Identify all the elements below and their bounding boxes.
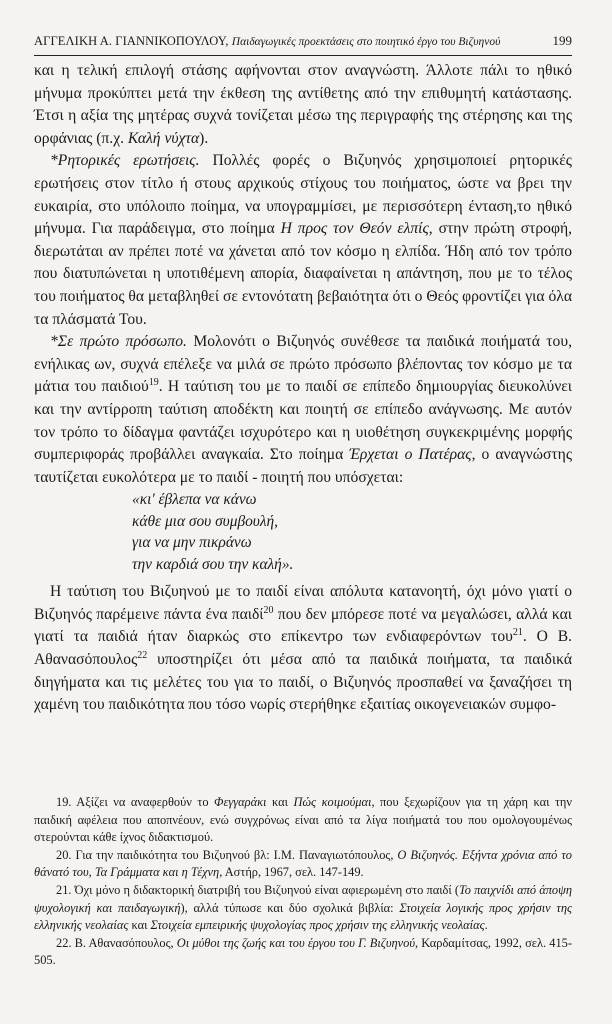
footnote-22-text-b: , Καρδαμίτσας, 1992, σελ. 415-505.	[34, 935, 572, 968]
paragraph-4-text-c: . Ο Β. Αθανασόπουλος	[34, 628, 572, 669]
footnote-21-text-c: και	[128, 918, 151, 933]
footnote-20-text-a: 20. Για την παιδικότητα του Βιζυηνού βλ: Ι.Μ. Παναγιωτόπουλος,	[56, 847, 398, 862]
main-text	[34, 60, 572, 717]
page-number: 199	[552, 33, 572, 48]
paragraph-4-text-d: υποστηρίζει ότι μέσα από τα παιδικά ποιήματα, τα παιδικά διηγήματα και τις μελέτες του για το παιδί, ο Βιζυηνός προσπαθεί να ξαναζήσει τη χαμένη του παιδικότητα που τόσο νωρίς στερήθηκε εξαιτίας οικογενειακών συμφο-	[34, 651, 572, 714]
footnote-21-title-3: Στοιχεία εμπειρικής ψυχολογίας προς χρήσιν της ελληνικής νεολαίας	[150, 918, 485, 933]
running-header	[34, 30, 572, 52]
section-lead-first-person: *Σε πρώτο πρόσωπο.	[50, 333, 187, 351]
footnote-22	[34, 935, 572, 970]
paragraph-2-text-b: , στην πρώτη στροφή, διερωτάται αν πρέπει ποτέ να χάνεται από τον κόσμο η ελπίδα. Ήδη από τον τρόπο που διατυπώνεται η υποτιθέμενη απορία, διαφαίνεται η απάντηση, που με το τέλος του ποιήματος θα μεταβληθεί σε εντονότατη βεβαιότητα ότι ο Θεός φροντίζει για όλα τα πλάσματά Του.	[34, 220, 572, 328]
footnote-ref-20[interactable]: 20	[263, 604, 274, 616]
paragraph-3-text-a: Μολονότι ο Βιζυηνός συνέθεσε τα παιδικά ποιήματά του, ενήλικας ων, συχνά επέλεξε να μιλά σε πρώτο πρόσωπο βλέποντας τον κόσμο με τα μάτια του παιδιού	[34, 333, 572, 396]
header-author: ΑΓΓΕΛΙΚΗ Α. ΓΙΑΝΝΙΚΟΠΟΥΛΟΥ,	[34, 34, 232, 48]
header-running-title: Παιδαγωγικές προεκτάσεις στο ποιητικό έργο του Βιζυηνού	[231, 36, 501, 48]
poem-title-kali-nychta: Καλή νύχτα	[127, 129, 200, 147]
paragraph-2-text-a: Πολλές φορές ο Βιζυηνός χρησιμοποιεί ρητορικές ερωτήσεις στον τίτλο ή στους αρχικούς στίχους του ποιήματος, ώστε να βρει την ευκαιρία, στο υπόλοιπο ποίημα, να υπογραμμίσει, με περισσότερη ένταση,το ηθικό μήνυμα. Για παράδειγμα, στο ποίημα	[34, 152, 572, 238]
footnote-21-title-2: Στοιχεία λογικής προς χρήσιν της ελληνικής νεολαίας	[34, 900, 572, 933]
footnote-19-title-1: Φεγγαράκι	[214, 795, 267, 809]
footnote-ref-21[interactable]: 21	[512, 627, 523, 639]
section-lead-rhetorical: *Ρητορικές ερωτήσεις.	[50, 152, 200, 170]
paragraph-1-text: και η τελική επιλογή στάσης αφήνονται στον αναγνώστη. Άλλοτε πάλι το ηθικό μήνυμα προκύπτει μετά την έκθεση της αντίθετης από την επιθυμητή κατάστασης. Έτσι η αξία της μητέρας συχνά τονίζεται μέσω της περιγραφής της στέρησης και της ορφάνιας (π.χ.	[34, 62, 572, 147]
footnotes	[34, 794, 572, 970]
paragraph-rhetorical-questions	[34, 150, 572, 331]
footnote-20	[34, 847, 572, 882]
footnote-ref-19[interactable]: 19	[148, 377, 159, 389]
footnote-ref-22[interactable]: 22	[137, 649, 148, 661]
footnote-19-text-a: 19. Αξίζει να αναφερθούν το	[56, 795, 215, 809]
paragraph-first-person	[34, 331, 572, 489]
poem-line: «κι' έβλεπα να κάνω	[132, 491, 257, 509]
footnote-20-title: Ο Βιζυηνός. Εξήντα χρόνια από το θάνατό του, Τα Γράμματα και η Τέχνη	[34, 847, 572, 880]
footnote-21-text-b: ), αλλά τύπωσε και δύο σχολικά βιβλία:	[180, 900, 400, 915]
poem-title-elpis: Η προς τον Θεόν ελπίς	[280, 220, 429, 238]
footnote-21	[34, 882, 572, 935]
paragraph-1	[34, 60, 572, 150]
footnote-22-title: Οι μύθοι της ζωής και του έργου του Γ. Βιζυηνού	[176, 935, 416, 950]
footnote-21-title-1: Το παιχνίδι από άποψη ψυχολογική και παιδαγωγική	[34, 882, 572, 915]
footnote-21-text-a: 21. Όχι μόνο η διδακτορική διατριβή του Βιζυηνού είναι αφιερωμένη στο παιδί (	[56, 882, 460, 897]
footnote-19-title-2: Πώς κοιμούμαι	[293, 795, 372, 809]
paragraph-4-text-a: Η ταύτιση του Βιζυηνού με το παιδί είναι απόλυτα κατανοητή, όχι μόνο γιατί ο Βιζυηνός παρέμεινε πάντα ένα παιδί	[34, 583, 572, 623]
poem-line: την καρδιά σου την καλή».	[132, 555, 294, 573]
footnote-22-text-a: 22. Β. Αθανασόπουλος,	[56, 935, 177, 950]
paragraph-1-end: ).	[199, 129, 209, 147]
footnote-20-text-b: , Αστήρ, 1967, σελ. 147-149.	[219, 865, 364, 880]
poem-line: κάθε μια σου συμβουλή,	[132, 512, 279, 530]
poem-line: για να μην πικράνω	[132, 534, 252, 552]
footnote-19-text-c: , που ξεχωρίζουν για τη χάρη και την παιδική αφέλεια που αποπνέουν, ενώ συγχρόνως είναι από τα λίγα ποιήματά του που ομολογουμένως στερούνται κάθε ίχνος διδακτισμού.	[34, 795, 573, 845]
footnote-19-text-b: και	[266, 795, 294, 809]
footnote-19	[34, 794, 572, 847]
header-rule	[34, 55, 572, 56]
poem-title-erchetai: Έρχεται ο Πατέρας	[349, 446, 472, 464]
paragraph-3-text-c: , ο αναγνώστης ταυτίζεται ευκολότερα με το παιδί - ποιητή που υπόσχεται:	[34, 446, 572, 486]
paragraph-3-text-b: . Η ταύτιση του με το παιδί σε επίπεδο δημιουργίας διευκολύνει και την αντίρροπη ταύτιση αποδέκτη και ποιητή σε επίπεδο ανάγνωσης. Με αυτόν τον τρόπο το δίδαγμα φαντάζει ισχυρότερο και η υιοθέτηση συγκεκριμένης μορφής συμπεριφοράς προβάλλει αναγκαία. Στο ποίημα	[34, 378, 572, 464]
poem-quote	[132, 489, 572, 575]
footnote-21-text-d: .	[484, 918, 488, 933]
paragraph-identification	[34, 581, 572, 717]
paragraph-4-text-b: που δεν μπόρεσε ποτέ να μεγαλώσει, αλλά και γιατί τα παιδιά ήταν διαρκώς στο επίκεντρο των ενδιαφερόντων του	[34, 605, 573, 646]
